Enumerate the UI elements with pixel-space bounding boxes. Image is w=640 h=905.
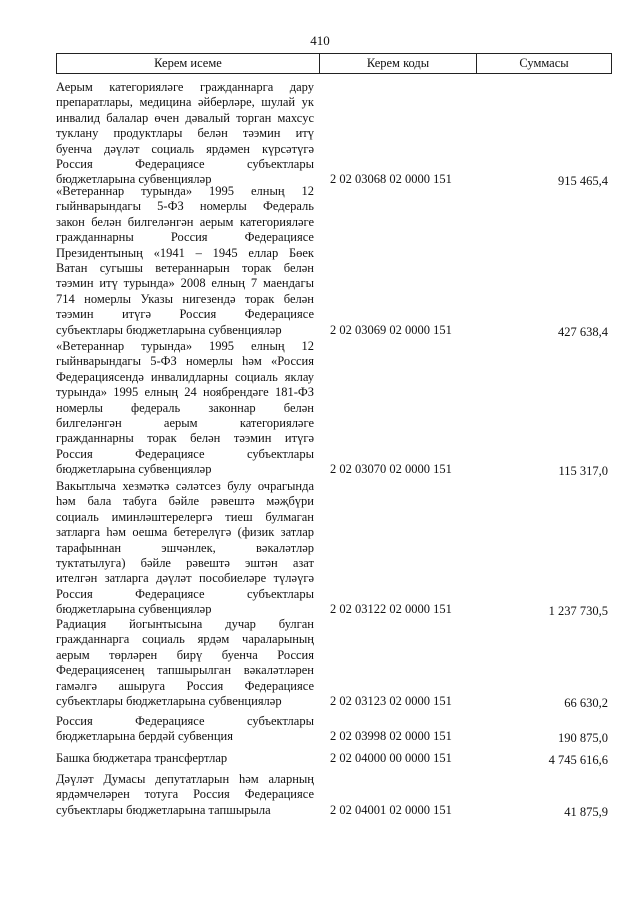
row-name-line: турында» 1995 елның 24 ноябрендәге 181-ФЗ — [56, 385, 314, 400]
row-name-line: субъектлары бюджетларына субвенцияләр — [56, 694, 282, 709]
row-name-line: затларга һәм оешма бетерелүгә (физик затлар — [56, 525, 314, 540]
row-name-line: гражданнарны торак белән тәэмин итүгә — [56, 431, 314, 446]
row-sum: 41 875,9 — [564, 804, 608, 819]
row-name-line: номерлы федераль законнар белән — [56, 400, 314, 415]
row-name-line: буенча дәүләт социаль ярдәмен күрсәтүгә — [56, 141, 314, 156]
row-name-line: Радиация йогынтысына дучар булган — [56, 617, 314, 631]
row-code: 2 02 04001 02 0000 151 — [330, 802, 452, 817]
row-name-line: Федерациясендә инвалидларны социаль яклау — [56, 369, 314, 384]
row-name-line: бюджетларына субвенцияләр — [56, 462, 212, 477]
row-name-line: ярдәмчеләрен тотуга Россия Федерациясе — [56, 787, 314, 802]
row-name-line: субъектлары бюджетларына тапшырыла — [56, 802, 271, 817]
row-sum: 915 465,4 — [558, 174, 608, 189]
table-header — [56, 53, 612, 74]
row-name-line: Башка бюджетара трансфертлар — [56, 751, 228, 765]
row-name-line: гыйнварындагы 5-ФЗ номерлы һәм «Россия — [56, 354, 314, 369]
row-name-line: инвалид балалар өчен дәвалый торган махсус — [56, 110, 314, 125]
row-name — [56, 339, 314, 478]
row-name — [56, 479, 314, 618]
row-name — [56, 617, 314, 709]
row-name-line: гыйнварындагы 5-ФЗ номерлы Федераль — [56, 199, 314, 214]
row-name-line: бюджетларына субвенцияләр — [56, 172, 212, 187]
row-name-line: субъектлары бюджетларына субвенцияләр — [56, 322, 282, 337]
row-name-line: Федерациясенең тапшырылган вәкаләтләрен — [56, 663, 314, 678]
row-sum: 66 630,2 — [564, 696, 608, 710]
row-name-line: бюджетларына бердәй субвенция — [56, 729, 233, 744]
row-name-line: гражданнарга социаль ярдәм чараларының — [56, 632, 314, 647]
row-name-line: аерым төрләрен бирү буенча Россия — [56, 647, 314, 662]
row-name-line: 714 номерлы Указы нигезендә торак белән — [56, 291, 314, 306]
row-sum: 1 237 730,5 — [548, 604, 608, 619]
header-sum: Суммасы — [519, 56, 569, 70]
row-name-line: «Ветераннар турында» 1995 елның 12 — [56, 339, 314, 353]
row-name-line: ителгән затларга дәүләт пособиеләре түләүгә — [56, 571, 314, 586]
row-name-line: Аерым категорияләге гражданнарга дару — [56, 80, 314, 94]
row-name — [56, 714, 314, 745]
row-sum: 115 317,0 — [558, 464, 608, 479]
row-name-line: туклану продуктлары белән тәэмин итү — [56, 126, 314, 141]
row-name-line: Дәүләт Думасы депутатларын һәм аларның — [56, 772, 314, 786]
header-name: Керем исеме — [57, 54, 320, 73]
row-name-line: препаратлары, медицина әйберләре, шулай ук — [56, 95, 314, 110]
row-name — [56, 80, 314, 188]
row-code: 2 02 03070 02 0000 151 — [330, 462, 452, 477]
row-code: 2 02 03998 02 0000 151 — [330, 729, 452, 744]
row-name-line: Россия Федерациясе субъектлары — [56, 586, 314, 601]
row-name-line: тәэмин итүгә Россия Федерациясе — [56, 307, 314, 322]
row-name-line: социаль иминләштерелергә тиеш булмаган — [56, 509, 314, 524]
row-code: 2 02 04000 00 0000 151 — [330, 751, 452, 765]
row-name — [56, 751, 314, 766]
page-number: 410 — [310, 33, 330, 48]
row-name — [56, 184, 314, 338]
row-name-line: тәэмин итү турында» 2008 елның 7 маендагы — [56, 276, 314, 291]
row-sum: 4 745 616,6 — [548, 753, 608, 767]
row-code: 2 02 03123 02 0000 151 — [330, 694, 452, 708]
row-name-line: Ватан сугышы ветераннарын торак белән — [56, 261, 314, 276]
row-name-line: гражданнарны Россия Федерациясе — [56, 230, 314, 245]
row-name-line: тарафыннан эшчәнлек, вәкаләтләр — [56, 540, 314, 555]
row-name-line: Россия Федерациясе субъектлары — [56, 446, 314, 461]
row-code: 2 02 03068 02 0000 151 — [330, 172, 452, 187]
row-name-line: бюджетларына субвенцияләр — [56, 602, 212, 617]
header-code: Керем коды — [320, 54, 477, 73]
row-name-line: Россия Федерациясе субъектлары — [56, 157, 314, 172]
row-name-line: «Ветераннар турында» 1995 елның 12 — [56, 184, 314, 198]
row-name-line: туктатылуга) бәйле рәвештә эштән азат — [56, 556, 314, 571]
row-code: 2 02 03122 02 0000 151 — [330, 602, 452, 617]
row-name — [56, 772, 314, 818]
row-name-line: һәм бала табуга бәйле рәвештә мәҗбүри — [56, 494, 314, 509]
row-sum: 427 638,4 — [558, 324, 608, 339]
row-name-line: гамәлгә ашыруга Россия Федерациясе — [56, 678, 314, 693]
row-name-line: Россия Федерациясе субъектлары — [56, 714, 314, 728]
row-sum: 190 875,0 — [558, 731, 608, 746]
row-name-line: закон белән билгеләнгән аерым категорияләге — [56, 214, 314, 229]
row-code: 2 02 03069 02 0000 151 — [330, 322, 452, 337]
row-name-line: билгеләнгән аерым категорияләге — [56, 416, 314, 431]
row-name-line: Президентының «1941 – 1945 еллар Бөек — [56, 245, 314, 260]
row-name-line: Вакытлыча хезмәткә сәләтсез булу очрагында — [56, 479, 314, 493]
